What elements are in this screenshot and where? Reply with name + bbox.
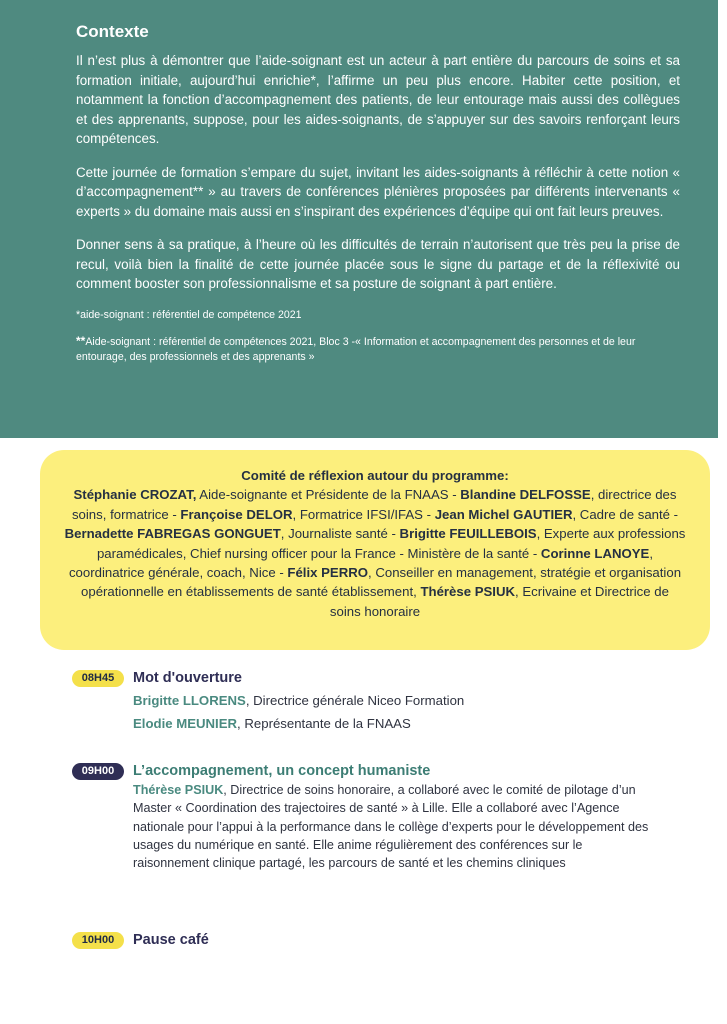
footnote-1: *aide-soignant : référentiel de compétence 2021 (76, 308, 302, 321)
slot-description (133, 781, 653, 872)
speaker-bio: , Directrice de soins honoraire, a collaboré avec le comité de pilotage d’un Master « Coordination des trajectoires de santé » à Lille. Elle a collaboré avec l’Agence nationale pour l’appui à la performance dans le collège d’experts pour le développement des usages du numérique en santé. Elle anime régulièrement des conférences sur le raisonnement clinique partagé, les parcours de santé et les chemins cliniques (133, 783, 649, 871)
member-name: Françoise DELOR (180, 506, 293, 522)
committee-title: Comité de réflexion autour du programme: (241, 468, 509, 483)
speaker-line (133, 714, 653, 734)
member-role: Aide-soignante et Présidente de la FNAAS - (196, 487, 461, 503)
member-role: , Cadre de santé - (572, 506, 679, 522)
context-section (0, 0, 718, 438)
member-name: Thérèse PSIUK (420, 584, 516, 600)
committee-box (40, 450, 710, 650)
speaker-role: , Directrice générale Niceo Formation (245, 693, 465, 708)
time-badge: 10H00 (72, 932, 124, 949)
time-badge: 08H45 (72, 670, 124, 687)
member-role: , Conseiller en management, stratégie et organisation opérationnelle en établissements de santé établissement, (81, 565, 682, 600)
context-paragraph-3: Donner sens à sa pratique, à l’heure où les difficultés de terrain n’autorisent que très peu la prise de recul, voilà bien la finalité de cette journée placée sous le signe du partage et de la réflexivité ou comment booster son professionnalisme et sa posture de soignant à part entière. (76, 237, 680, 291)
committee-members (65, 487, 686, 618)
member-role: , Journaliste santé - (280, 526, 400, 542)
context-title: Contexte (76, 22, 149, 41)
speaker-name: Brigitte LLORENS (133, 693, 246, 708)
member-name: Stéphanie CROZAT, (73, 487, 197, 503)
member-role: , coordinatrice générale, coach, Nice - (68, 545, 654, 581)
footnote-2-text: Aide-soignant : référentiel de compétences 2021, Bloc 3 -« Information et accompagnement des personnes et de leur entourage, des professionnels et des apprenants » (76, 336, 636, 363)
slot-body (133, 669, 653, 734)
context-paragraph-2: Cette journée de formation s’empare du sujet, invitant les aides-soignants à réfléchir à cette notion « d’accompagnement** » au travers de conférences plénières proposées par différents intervenants « experts » du domaine mais aussi en s’inspirant des expériences d’équipe qui ont fait leurs preuves. (76, 164, 680, 219)
footnote-2 (76, 334, 680, 364)
speaker-line (133, 691, 653, 711)
context-paragraph-1: Il n’est plus à démontrer que l’aide-soignant est un acteur à part entière du parcours de soins et sa formation initiale, aujourd’hui enrichie*, l’affirme un peu plus encore. Habiter cette position, et notamment la fonction d’accompagnement des patients, de leur entourage mais aussi des collègues et des apprenants, suppose, pour les aides-soignants, de s’appuyer sur des savoirs renforçant leurs compétences. (76, 53, 680, 146)
speaker-role: , Représentante de la FNAAS (237, 716, 411, 731)
slot-body (133, 931, 653, 950)
footnote-2-stars: ** (76, 334, 86, 348)
member-role: , Experte aux professions paramédicales, Chief nursing officer pour la France - Ministère de la santé - (96, 526, 686, 561)
member-name: Jean Michel GAUTIER (434, 506, 573, 522)
member-role: , directrice des soins, formatrice - (71, 487, 677, 522)
member-name: Blandine DELFOSSE (460, 487, 591, 503)
slot-title: Mot d'ouverture (133, 670, 242, 686)
time-badge: 09H00 (72, 763, 124, 780)
member-name: Félix PERRO (287, 565, 369, 581)
speaker-name: Elodie MEUNIER (133, 716, 238, 731)
member-name: Brigitte FEUILLEBOIS (399, 526, 537, 542)
member-role: , Ecrivaine et Directrice de soins honoraire (329, 584, 669, 619)
member-name: Corinne LANOYE (540, 545, 650, 561)
slot-body (133, 762, 653, 872)
member-name: Bernadette FABREGAS GONGUET (64, 526, 281, 542)
speaker-name: Thérèse PSIUK (133, 783, 224, 797)
member-role: , Formatrice IFSI/IFAS - (292, 506, 435, 522)
slot-title: L’accompagnement, un concept humaniste (133, 763, 431, 779)
slot-title: Pause café (133, 932, 209, 948)
